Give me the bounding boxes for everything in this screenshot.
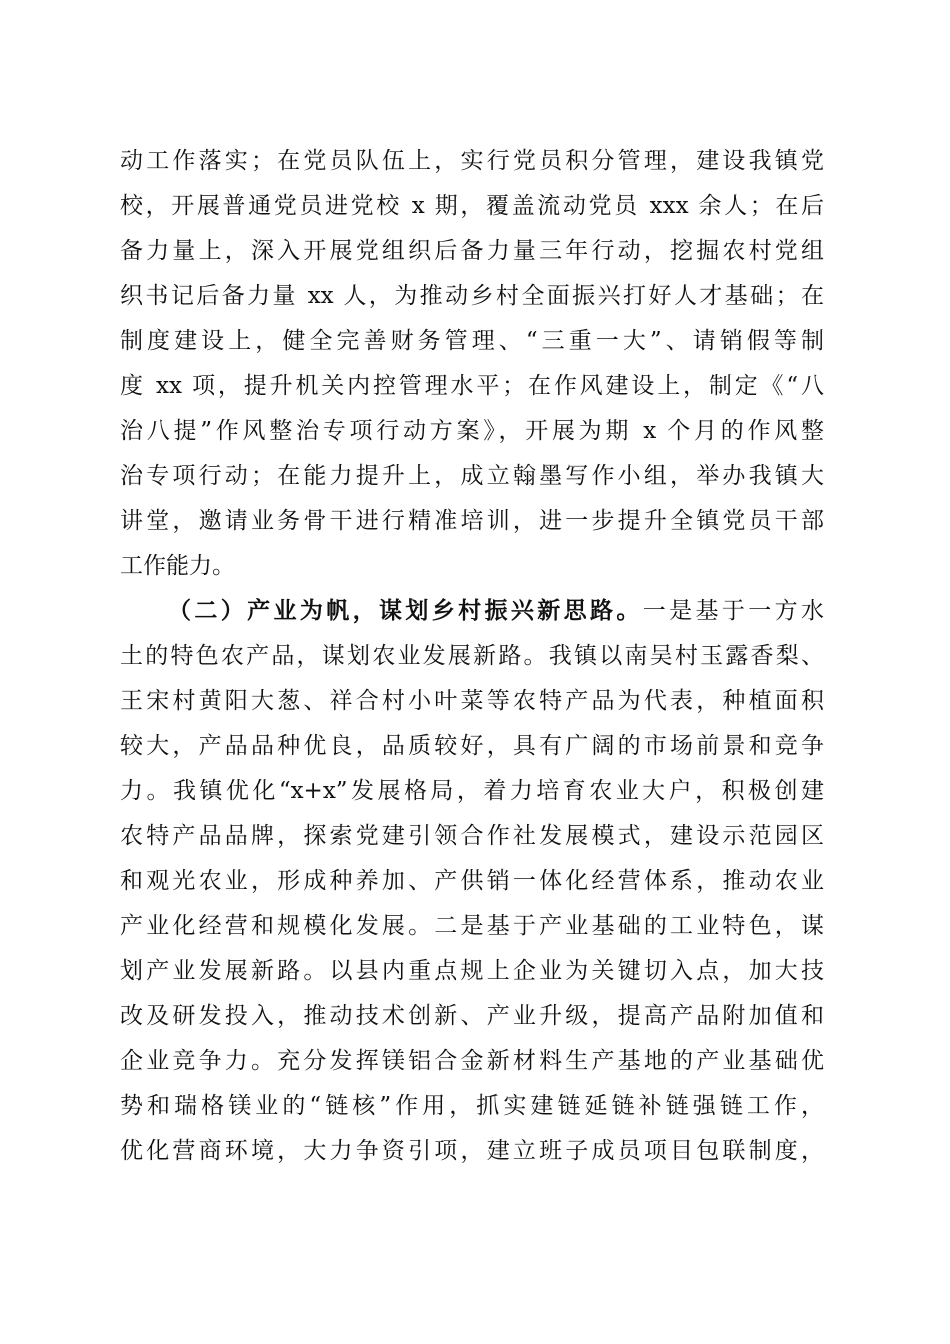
paragraph-line: 农特产品品牌，探索党建引领合作社发展模式，建设示范园区 xyxy=(120,823,824,849)
paragraph-line: 优化营商环境，大力争资引项，建立班子成员项目包联制度， xyxy=(120,1138,824,1164)
paragraph-line: 和观光农业，形成种养加、产供销一体化经营体系，推动农业 xyxy=(120,868,824,894)
paragraph-line: 讲堂，邀请业务骨干进行精准培训，进一步提升全镇党员干部 xyxy=(120,508,824,534)
paragraph-line: 力。我镇优化“x+x”发展格局，着力培育农业大户，积极创建 xyxy=(120,778,824,804)
paragraph-line: 备力量上，深入开展党组织后备力量三年行动，挖掘农村党组 xyxy=(120,238,824,264)
paragraph-line: 织书记后备力量 xx 人，为推动乡村全面振兴打好人才基础；在 xyxy=(120,283,824,309)
paragraph-line: 划产业发展新路。以县内重点规上企业为关键切入点，加大技 xyxy=(120,958,824,984)
paragraph-line: 校，开展普通党员进党校 x 期，覆盖流动党员 xxx 余人；在后 xyxy=(120,193,824,219)
paragraph-line: 势和瑞格镁业的“链核”作用，抓实建链延链补链强链工作， xyxy=(120,1093,824,1119)
paragraph-line: 治八提”作风整治专项行动方案》，开展为期 x 个月的作风整 xyxy=(120,418,824,444)
paragraph-line: 制度建设上，健全完善财务管理、“三重一大”、请销假等制 xyxy=(120,328,824,354)
paragraph-line: 动工作落实；在党员队伍上，实行党员积分管理，建设我镇党 xyxy=(120,148,824,174)
paragraph-line: 工作能力。 xyxy=(120,553,235,579)
paragraph-line: 企业竞争力。充分发挥镁铝合金新材料生产基地的产业基础优 xyxy=(120,1048,824,1074)
paragraph-first-line xyxy=(120,589,824,633)
paragraph-line: 产业化经营和规模化发展。二是基于产业基础的工业特色，谋 xyxy=(120,913,824,939)
paragraph-line: 王宋村黄阳大葱、祥合村小叶菜等农特产品为代表，种植面积 xyxy=(120,688,824,714)
paragraph-line: 治专项行动；在能力提升上，成立翰墨写作小组，举办我镇大 xyxy=(120,463,824,489)
paragraph-line: 度 xx 项，提升机关内控管理水平；在作风建设上，制定《“八 xyxy=(120,373,824,399)
paragraph-line: 土的特色农产品，谋划农业发展新路。我镇以南吴村玉露香梨、 xyxy=(120,643,824,669)
paragraph-line: 改及研发投入，推动技术创新、产业升级，提高产品附加值和 xyxy=(120,1003,824,1029)
heading-line-rest: 一是基于一方水 xyxy=(642,598,824,624)
paragraph-line: 较大，产品品种优良，品质较好，具有广阔的市场前景和竞争 xyxy=(120,733,824,759)
section-heading: （二）产业为帆，谋划乡村振兴新思路。 xyxy=(168,597,643,624)
